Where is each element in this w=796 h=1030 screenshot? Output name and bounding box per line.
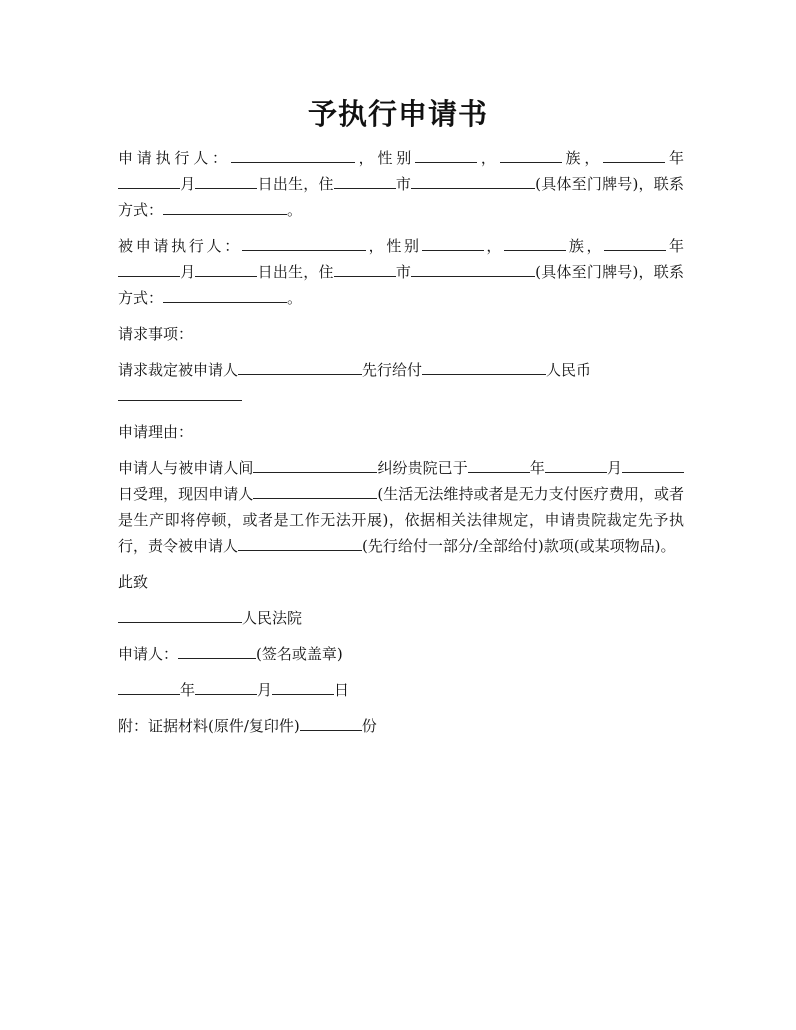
text-segment: 市	[395, 175, 412, 193]
text-segment: 日出生，住	[257, 175, 334, 193]
document-body	[118, 145, 684, 749]
copies-blank	[300, 716, 362, 731]
signature-blank	[178, 644, 256, 659]
text-segment: 族，	[566, 237, 605, 255]
reasons-paragraph	[118, 455, 684, 559]
respondent-blank	[238, 360, 362, 375]
text-segment: (先行给付一部分/全部给付)款项(或某项物品)。	[362, 537, 676, 555]
date-year-blank	[118, 680, 180, 695]
text-segment: ，	[483, 237, 505, 255]
birth-year-blank	[603, 148, 665, 163]
city-blank	[334, 174, 396, 189]
text-segment: 市	[395, 263, 412, 281]
date-line	[118, 677, 684, 703]
text-segment: 申请人与被申请人间	[118, 459, 254, 477]
date-day-blank	[272, 680, 334, 695]
text-segment: 族，	[561, 149, 604, 167]
accept-year-blank	[468, 458, 530, 473]
attachment-suffix: 份	[361, 717, 377, 735]
date-month-blank	[195, 680, 257, 695]
respondent-name-blank	[242, 236, 366, 251]
text-segment: ，	[477, 149, 500, 167]
signer-suffix: (签名或盖章)	[256, 645, 343, 663]
attachment-line	[118, 713, 684, 739]
accept-day-blank	[622, 458, 684, 473]
text-segment: 人民币	[546, 361, 592, 379]
text-segment: 日受理，现因申请人	[118, 485, 254, 503]
respondent-label: 被申请执行人：	[118, 237, 242, 255]
address-blank	[411, 174, 535, 189]
text-segment: 月	[606, 459, 622, 477]
birth-day-blank	[195, 262, 257, 277]
text-segment: 年	[180, 681, 196, 699]
text-segment: (生活无法维持或者是无力支付医疗费用，或者是生产即将停顿，或者是工作无法开展)，依据相关法律规定，申请贵院裁定先予执行，责令被申请人	[118, 485, 684, 555]
amount-blank	[118, 386, 242, 401]
document-title: 予执行申请书	[307, 97, 488, 131]
court-suffix: 人民法院	[242, 609, 303, 627]
birth-month-blank	[118, 174, 180, 189]
ethnicity-blank	[504, 236, 566, 251]
ethnicity-blank	[500, 148, 562, 163]
contact-blank	[163, 288, 287, 303]
text-segment: 年	[665, 149, 684, 167]
text-segment: (具体至门牌号)，联系方式：	[118, 263, 684, 307]
reasons-heading: 申请理由：	[118, 423, 194, 441]
text-segment: 。	[287, 289, 303, 307]
text-segment: 月	[180, 175, 196, 193]
birth-month-blank	[118, 262, 180, 277]
dispute-blank	[253, 458, 377, 473]
city-blank	[334, 262, 396, 277]
text-segment: 年	[529, 459, 545, 477]
closing: 此致	[118, 573, 149, 591]
text-segment: 请求裁定被申请人	[118, 361, 239, 379]
text-segment: (具体至门牌号)，联系方式：	[118, 175, 684, 219]
applicant-label: 申请执行人：	[118, 149, 231, 167]
text-segment: ，性别	[354, 149, 416, 167]
payee-blank	[422, 360, 546, 375]
attachment-prefix: 附：证据材料(原件/复印件)	[118, 717, 300, 735]
text-segment: 月	[257, 681, 273, 699]
accept-month-blank	[545, 458, 607, 473]
applicant-name-blank	[231, 148, 355, 163]
respondent-paragraph	[118, 233, 684, 311]
text-segment: 纠纷贵院已于	[377, 459, 468, 477]
text-segment: 日出生，住	[257, 263, 334, 281]
respondent-blank	[238, 536, 362, 551]
text-segment: 。	[287, 201, 303, 219]
text-segment: 年	[666, 237, 684, 255]
signer-label: 申请人：	[118, 645, 179, 663]
text-segment: 日	[334, 681, 350, 699]
claims-heading: 请求事项：	[118, 325, 194, 343]
birth-year-blank	[604, 236, 666, 251]
court-name-blank	[118, 608, 242, 623]
gender-blank	[415, 148, 477, 163]
court-line	[118, 605, 684, 631]
claims-paragraph	[118, 357, 684, 409]
signer-line	[118, 641, 684, 667]
address-blank	[411, 262, 535, 277]
text-segment: ，性别	[365, 237, 422, 255]
text-segment: 月	[180, 263, 196, 281]
birth-day-blank	[195, 174, 257, 189]
applicant-blank	[253, 484, 377, 499]
text-segment: 先行给付	[362, 361, 423, 379]
contact-blank	[163, 200, 287, 215]
applicant-paragraph	[118, 145, 684, 223]
gender-blank	[422, 236, 484, 251]
